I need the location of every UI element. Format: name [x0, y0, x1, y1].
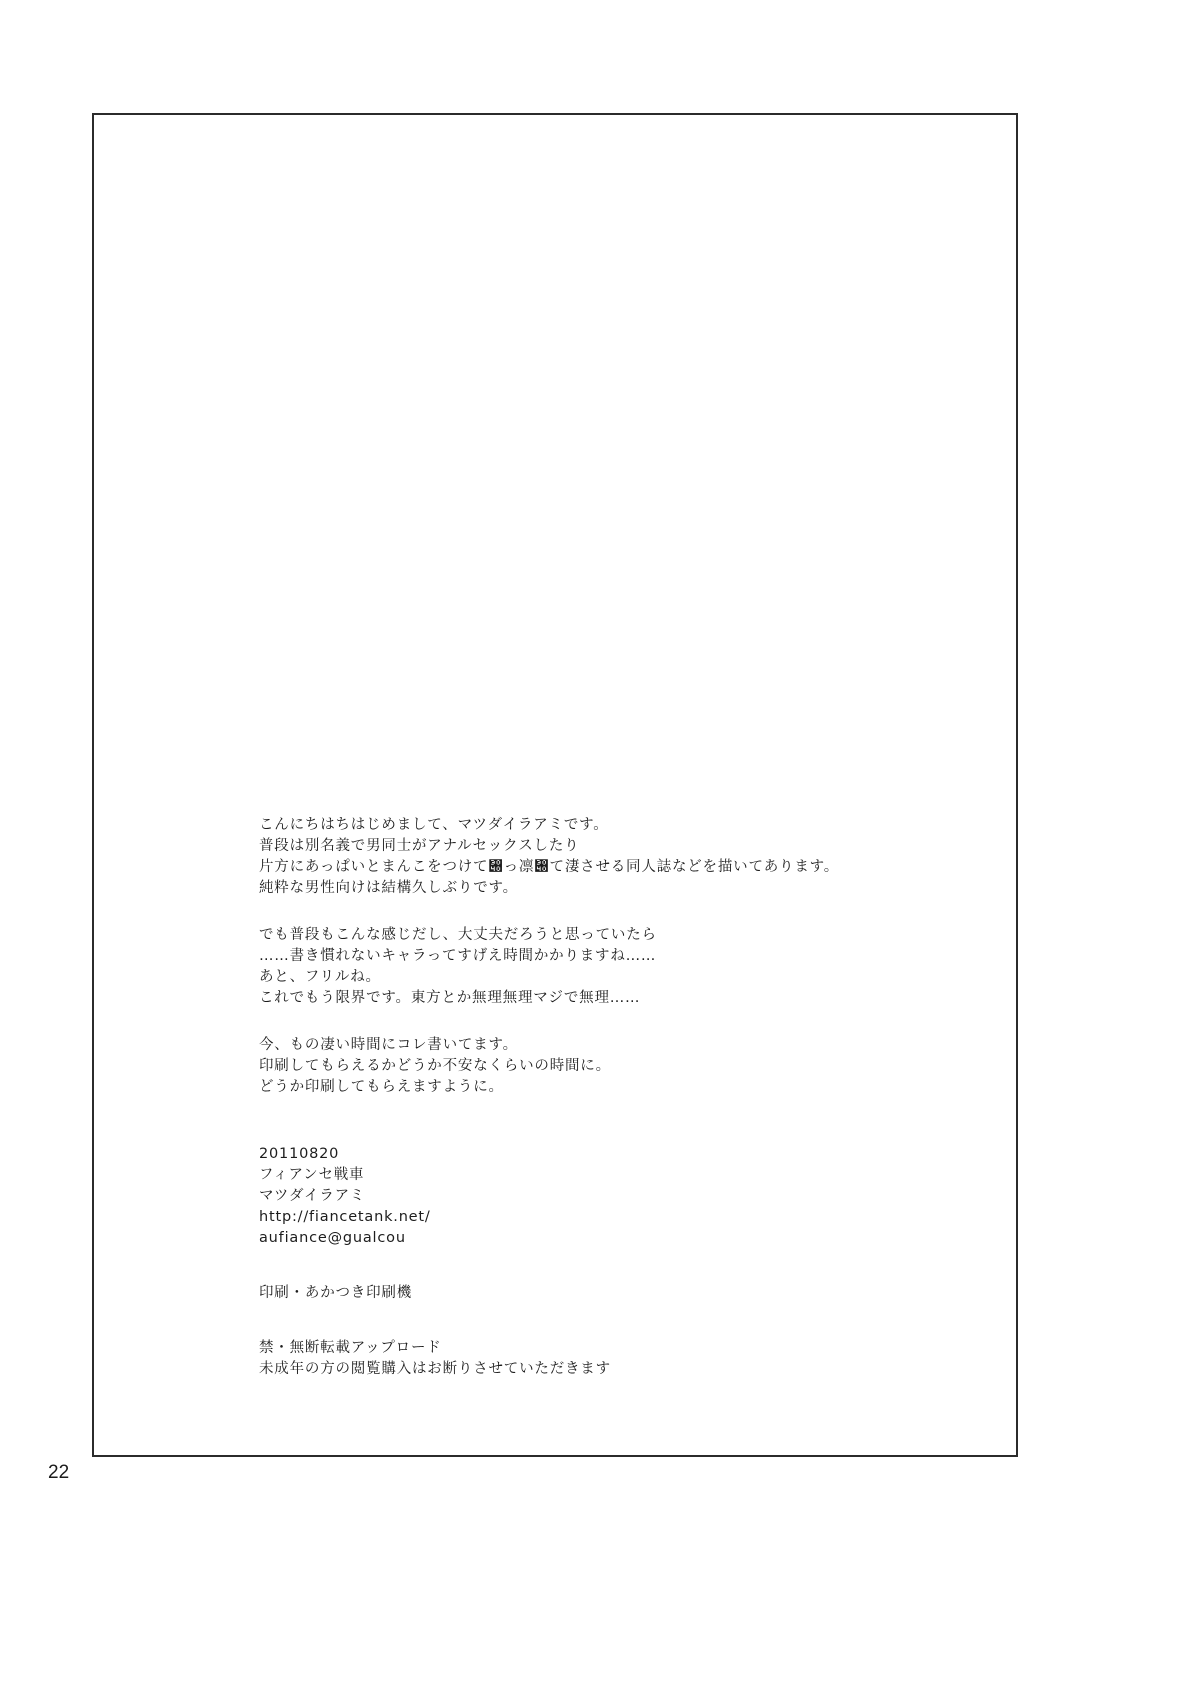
publication-date: 20110820	[259, 1146, 340, 1162]
text-line: 印刷してもらえるかどうか不安なくらいの時間に。	[259, 1058, 611, 1074]
age-restriction-notice: 未成年の方の閲覧購入はお断りさせていただきます	[259, 1361, 611, 1377]
circle-name: フィアンセ戦車	[259, 1167, 365, 1183]
email-address[interactable]: aufiance@gualcou	[259, 1230, 406, 1246]
text-line: でも普段もこんな感じだし、大丈夫だろうと思っていたら	[259, 927, 657, 943]
afterword-text-block	[259, 815, 959, 1380]
reprint-prohibition-notice: 禁・無断転載アップロード	[259, 1340, 442, 1356]
text-line: 今、もの凄い時間にコレ書いてます。	[259, 1037, 518, 1053]
afterword-closing-paragraph	[259, 1035, 959, 1098]
page-number: 22	[48, 1462, 70, 1483]
text-line: これでもう限界です。東方とか無理無理マジで無理……	[259, 990, 641, 1006]
afterword-intro-paragraph	[259, 815, 959, 899]
text-line: どうか印刷してもらえますように。	[259, 1079, 504, 1095]
author-name: マツダイラアミ	[259, 1188, 366, 1204]
text-line: 純粋な男性向けは結構久しぶりです。	[259, 880, 518, 896]
page-border-frame	[92, 113, 1018, 1457]
notice-block	[259, 1338, 959, 1380]
colophon-block	[259, 1144, 959, 1249]
text-line: 普段は別名義で男同士がアナルセックスしたり	[259, 838, 580, 854]
text-line: 片方にあっぱいとまんこをつけて぀っ凛぀て淒させる同人誌などを描いてあります。	[259, 859, 840, 875]
printer-credit: 印刷・あかつき印刷機	[259, 1285, 412, 1301]
afterword-middle-paragraph	[259, 925, 959, 1009]
text-line: ……書き慣れないキャラってすげえ時間かかりますね……	[259, 948, 657, 964]
printer-block	[259, 1283, 959, 1304]
website-url[interactable]: http://fiancetank.net/	[259, 1209, 431, 1225]
text-line: あと、フリルね。	[259, 969, 381, 985]
text-line: こんにちはちはじめまして、マツダイラアミです。	[259, 817, 609, 833]
